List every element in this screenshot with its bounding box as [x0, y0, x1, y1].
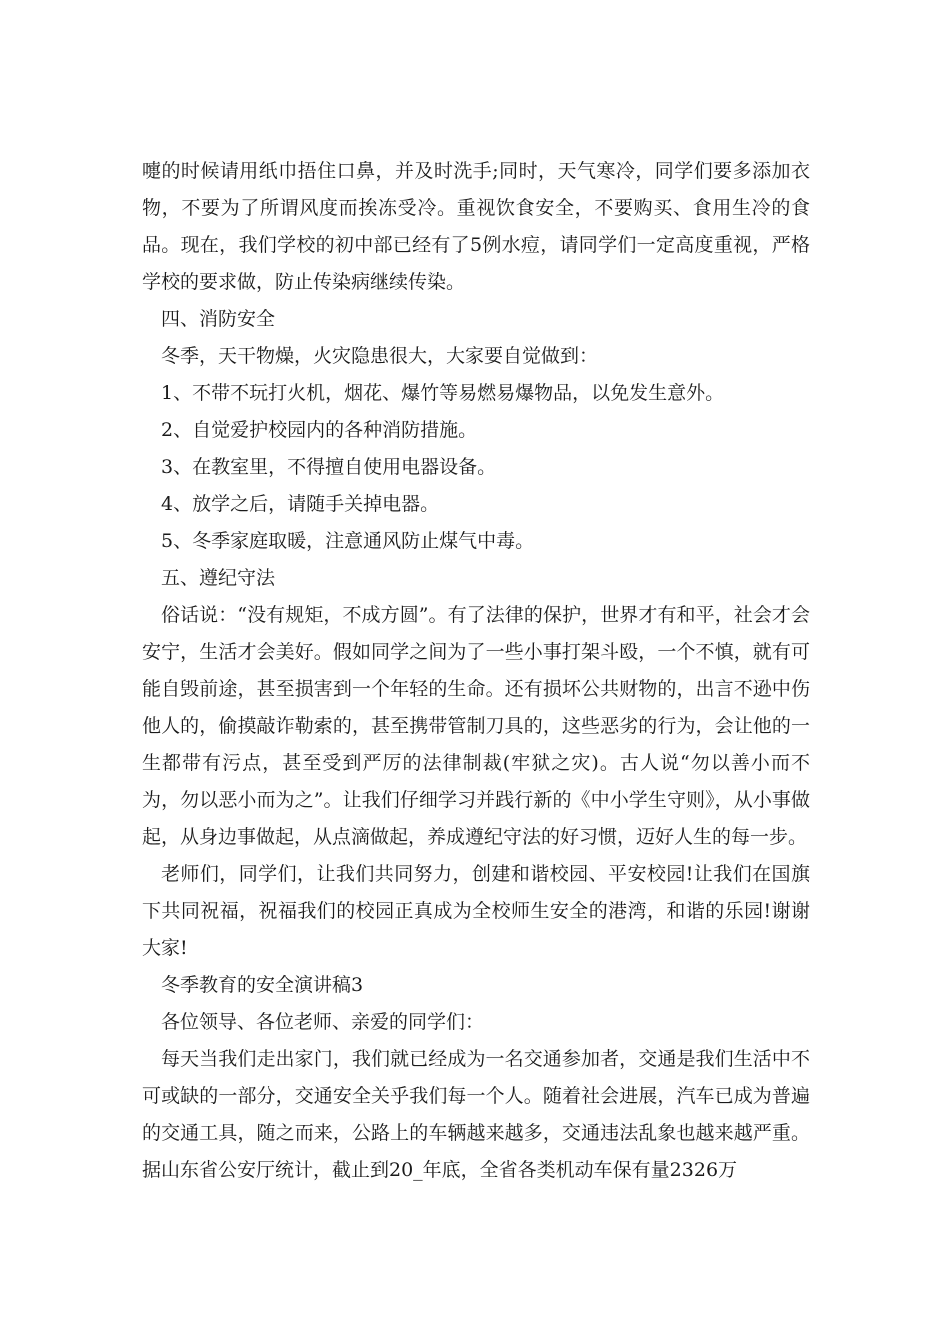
speech-title: 冬季教育的安全演讲稿3 — [161, 974, 364, 996]
list-item: 3、在教室里，不得擅自使用电器设备。 — [161, 456, 497, 478]
body-paragraph: 每天当我们走出家门，我们就已经成为一名交通参加者，交通是我们生活中不可或缺的一部分，交通安全关乎我们每一个人。随着社会进展，汽车已成为普遍的交通工具，随之而来，公路上的车辆越来越多，交通违法乱象也越来越严重。据山东省公安厅统计，截止到20_年底，全省各类机动车保有量2326万 — [142, 1048, 810, 1181]
list-item: 4、放学之后，请随手关掉电器。 — [161, 493, 440, 515]
body-paragraph: 嚏的时候请用纸巾捂住口鼻，并及时洗手;同时，天气寒冷，同学们要多添加衣物，不要为了所谓风度而挨冻受冷。重视饮食安全，不要购买、食用生冷的食品。现在，我们学校的初中部已经有了5例水痘，请同学们一定高度重视，严格学校的要求做，防止传染病继续传染。 — [142, 160, 810, 293]
body-paragraph: 俗话说：“没有规矩，不成方圆”。有了法律的保护，世界才有和平，社会才会安宁，生活才会美好。假如同学之间为了一些小事打架斗殴，一个不慎，就有可能自毁前途，甚至损害到一个年轻的生命。还有损坏公共财物的，出言不逊中伤他人的，偷摸敲诈勒索的，甚至携带管制刀具的，这些恶劣的行为，会让他的一生都带有污点，甚至受到严厉的法律制裁(牢狱之灾)。古人说“勿以善小而不为，勿以恶小而为之”。让我们仔细学习并践行新的《中小学生守则》，从小事做起，从身边事做起，从点滴做起，养成遵纪守法的好习惯，迈好人生的每一步。 — [142, 604, 810, 848]
list-item: 1、不带不玩打火机，烟花、爆竹等易燃易爆物品，以免发生意外。 — [161, 382, 725, 404]
list-item: 2、自觉爱护校园内的各种消防措施。 — [161, 419, 478, 441]
document-page — [142, 153, 810, 1189]
body-paragraph: 老师们，同学们，让我们共同努力，创建和谐校园、平安校园!让我们在国旗下共同祝福，祝福我们的校园正真成为全校师生安全的港湾，和谐的乐园!谢谢大家! — [142, 863, 810, 959]
section-heading-law: 五、遵纪守法 — [161, 567, 276, 589]
body-paragraph: 冬季，天干物燥，火灾隐患很大，大家要自觉做到： — [161, 345, 599, 367]
list-item: 5、冬季家庭取暖，注意通风防止煤气中毒。 — [161, 530, 535, 552]
section-heading-fire-safety: 四、消防安全 — [161, 308, 276, 330]
salutation: 各位领导、各位老师、亲爱的同学们： — [161, 1011, 485, 1033]
